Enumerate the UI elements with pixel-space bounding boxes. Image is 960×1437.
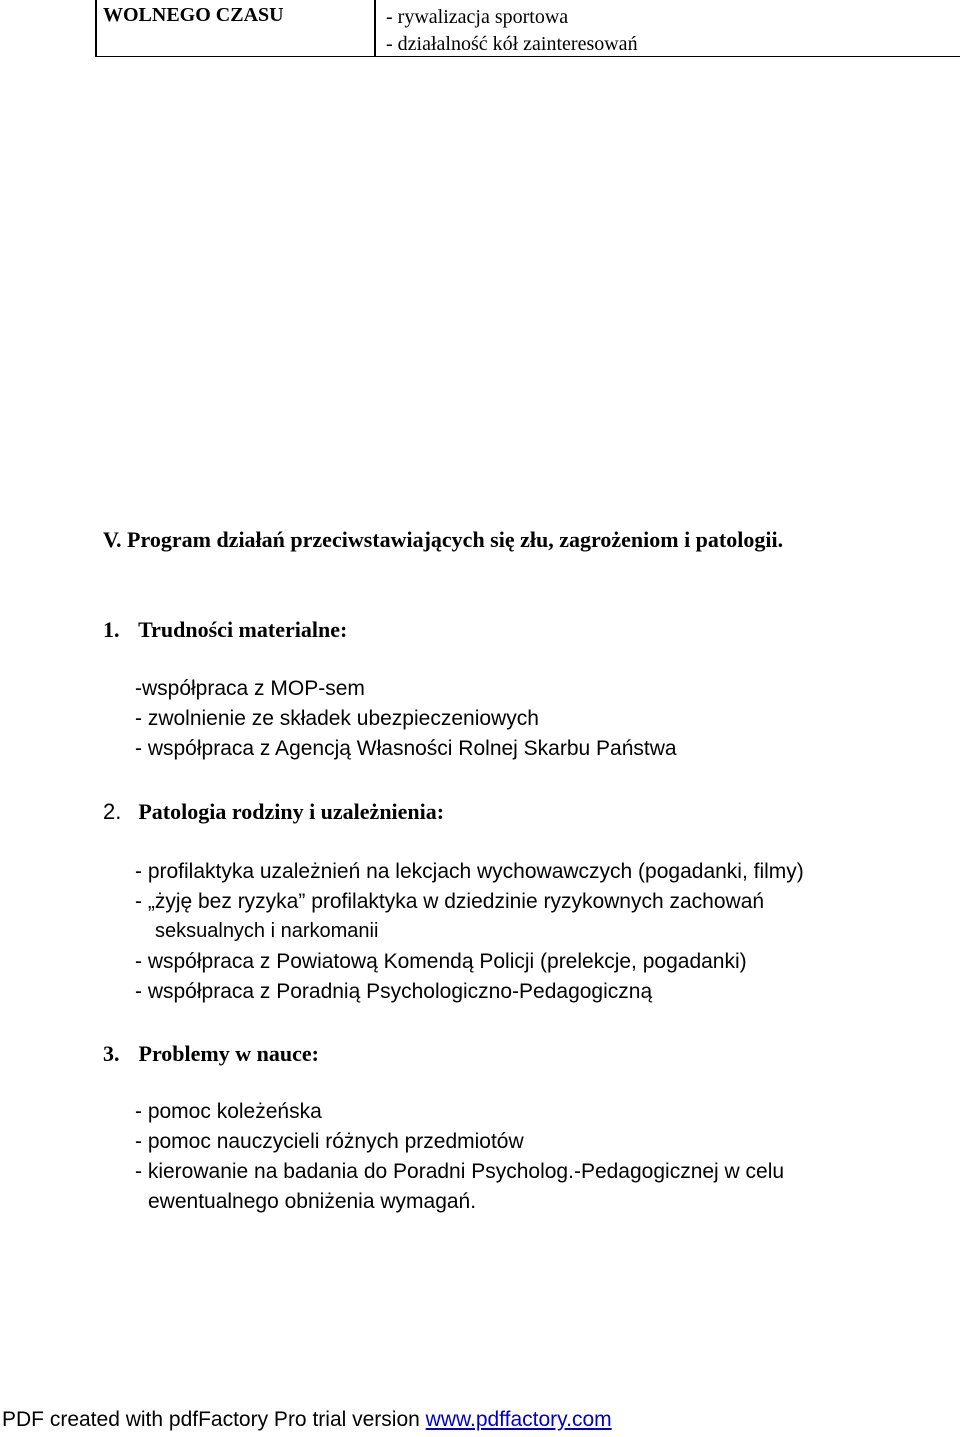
footer-text: PDF created with pdfFactory Pro trial version [2, 1408, 426, 1431]
list-item: - pomoc nauczycieli różnych przedmiotów [135, 1130, 524, 1153]
item-number: 1. [103, 617, 120, 642]
table-right-line: - rywalizacja sportowa [386, 6, 569, 28]
list-item: - współpraca z Poradnią Psychologiczno-Pedagogiczną [135, 980, 653, 1003]
table-right-cell [386, 4, 638, 58]
item-2-heading [103, 799, 444, 825]
list-item: - zwolnienie ze składek ubezpieczeniowych [135, 707, 539, 730]
table-left-border [95, 0, 97, 56]
list-item: - „żyję bez ryzyka” profilaktyka w dziedzinie ryzykownych zachowań [135, 890, 765, 913]
item-title: Trudności materialne: [138, 617, 348, 642]
list-item: - kierowanie na badania do Poradni Psycholog.-Pedagogicznej w celu [135, 1160, 785, 1183]
footer-link[interactable]: www.pdffactory.com [425, 1408, 612, 1431]
list-item: seksualnych i narkomanii [155, 920, 379, 942]
table-left-cell: WOLNEGO CZASU [103, 4, 284, 26]
item-1-heading [103, 617, 347, 643]
list-item: - profilaktyka uzależnień na lekcjach wychowawczych (pogadanki, filmy) [135, 860, 804, 883]
section-heading: V. Program działań przeciwstawiających się złu, zagrożeniom i patologii. [103, 527, 784, 552]
item-number: 3. [103, 1041, 120, 1066]
table-right-line: - działalność kół zainteresowań [386, 33, 638, 55]
table-column-divider [374, 0, 376, 56]
list-item: - pomoc koleżeńska [135, 1100, 322, 1123]
item-title: Patologia rodziny i uzależnienia: [138, 799, 445, 824]
header-table [95, 0, 960, 57]
list-item: ewentualnego obniżenia wymagań. [148, 1190, 477, 1213]
item-title: Problemy w nauce: [138, 1041, 319, 1066]
item-3-heading [103, 1041, 319, 1067]
item-number: 2. [103, 799, 122, 824]
pdf-footer [2, 1408, 612, 1432]
list-item: - współpraca z Agencją Własności Rolnej Skarbu Państwa [135, 737, 677, 760]
list-item: -współpraca z MOP-sem [135, 677, 365, 700]
list-item: - współpraca z Powiatową Komendą Policji (prelekcje, pogadanki) [135, 950, 747, 973]
